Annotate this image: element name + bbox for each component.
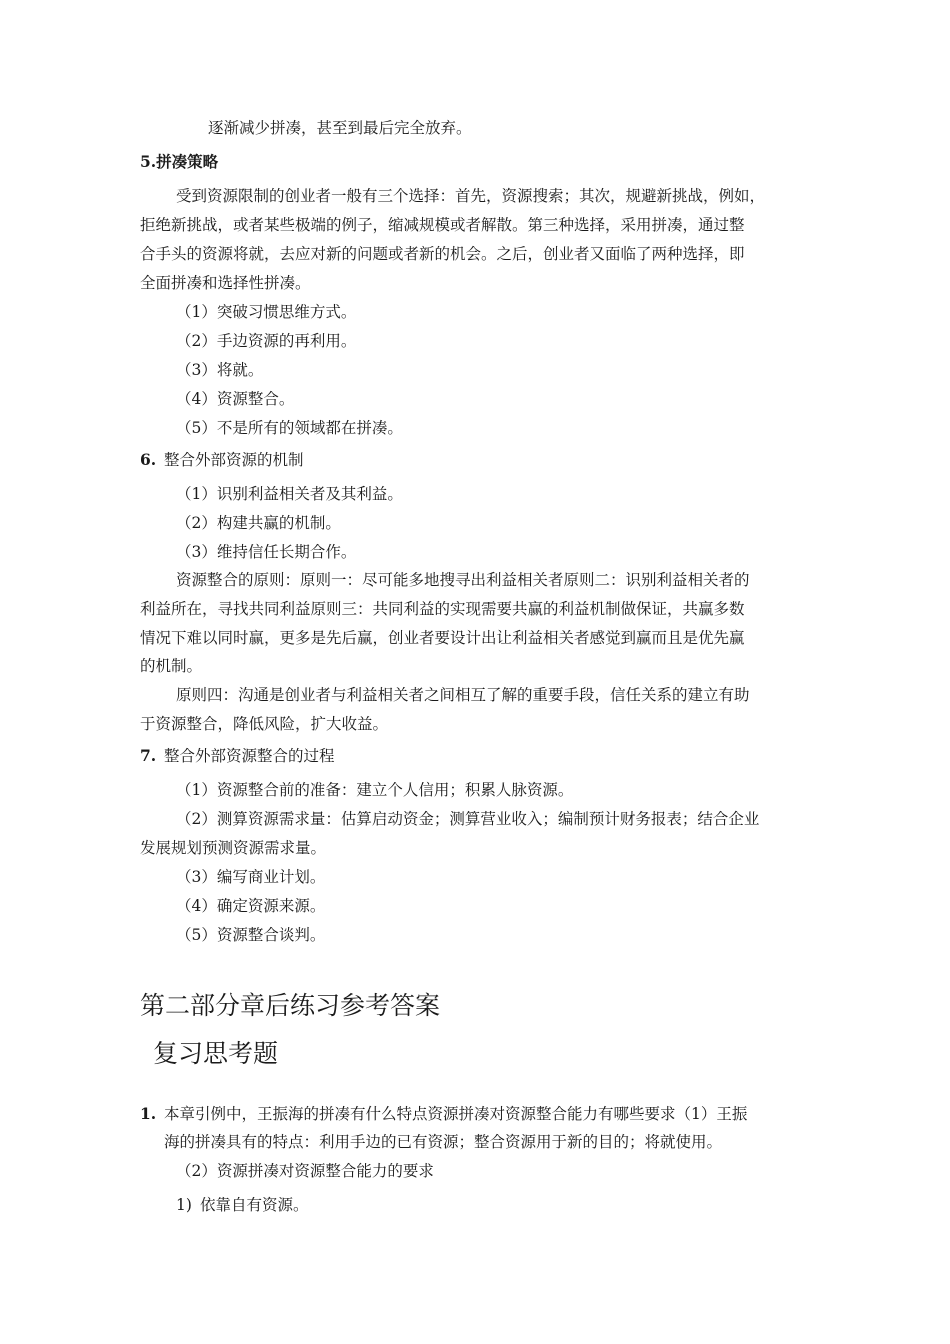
part-title: 第二部分章后练习参考答案 <box>140 991 441 1020</box>
list-item: （2）测算资源需求量：估算启动资金；测算营业收入；编制预计财务报表；结合企业 <box>176 810 760 828</box>
section-heading-7 <box>140 745 335 767</box>
paragraph-line: 拒绝新挑战，或者某些极端的例子，缩减规模或者解散。第三种选择，采用拼凑，通过整 <box>140 216 745 234</box>
question-text-continuation: 海的拼凑具有的特点：利用手边的已有资源；整合资源用于新的目的；将就使用。 <box>164 1133 723 1151</box>
paragraph-line: 合手头的资源将就，去应对新的问题或者新的机会。之后，创业者又面临了两种选择，即 <box>140 245 745 263</box>
question-number: 1. <box>140 1104 157 1123</box>
list-item: （3）编写商业计划。 <box>176 868 326 886</box>
text-line: 逐渐减少拼凑，甚至到最后完全放弃。 <box>208 119 472 137</box>
list-item: （1）突破习惯思维方式。 <box>176 303 357 321</box>
paragraph-line: 资源整合的原则：原则一：尽可能多地搜寻出利益相关者原则二：识别利益相关者的 <box>176 571 750 589</box>
sub-item-number: 1) <box>176 1196 192 1214</box>
section-heading-5: 5.拼凑策略 <box>140 152 219 171</box>
section-number: 6. <box>140 450 157 469</box>
paragraph-line: 情况下难以同时赢，更多是先后赢，创业者要设计出让利益相关者感觉到赢而且是优先赢 <box>140 629 745 647</box>
list-item: （1）识别利益相关者及其利益。 <box>176 485 403 503</box>
list-item: （2）手边资源的再利用。 <box>176 332 357 350</box>
list-item: （2）资源拼凑对资源整合能力的要求 <box>176 1162 434 1180</box>
question-1 <box>140 1103 747 1125</box>
section-title: 整合外部资源整合的过程 <box>164 747 335 765</box>
list-item: （5）不是所有的领域都在拼凑。 <box>176 419 403 437</box>
sub-list-item <box>176 1194 309 1216</box>
list-item: （1）资源整合前的准备：建立个人信用；积累人脉资源。 <box>176 781 574 799</box>
list-item-continuation: 发展规划预测资源需求量。 <box>140 839 327 857</box>
sub-item-text: 依靠自有资源。 <box>200 1196 309 1214</box>
list-item: （4）确定资源来源。 <box>176 897 326 915</box>
section-title: 复习思考题 <box>153 1039 279 1068</box>
list-item: （2）构建共赢的机制。 <box>176 514 341 532</box>
paragraph-line: 受到资源限制的创业者一般有三个选择：首先，资源搜索；其次，规避新挑战，例如， <box>176 187 766 205</box>
section-title: 整合外部资源的机制 <box>164 451 304 469</box>
paragraph-line: 于资源整合，降低风险，扩大收益。 <box>140 715 389 733</box>
question-text: 本章引例中，王振海的拼凑有什么特点资源拼凑对资源整合能力有哪些要求（1）王振 <box>164 1105 748 1123</box>
section-heading-6 <box>140 449 304 471</box>
section-number: 7. <box>140 746 157 765</box>
paragraph-line: 利益所在，寻找共同利益原则三：共同利益的实现需要共赢的利益机制做保证，共赢多数 <box>140 600 745 618</box>
list-item: （3）将就。 <box>176 361 264 379</box>
paragraph-line: 原则四：沟通是创业者与利益相关者之间相互了解的重要手段，信任关系的建立有助 <box>176 686 750 704</box>
paragraph-line: 全面拼凑和选择性拼凑。 <box>140 274 311 292</box>
list-item: （4）资源整合。 <box>176 390 295 408</box>
list-item: （3）维持信任长期合作。 <box>176 543 357 561</box>
paragraph-line: 的机制。 <box>140 657 203 675</box>
list-item: （5）资源整合谈判。 <box>176 926 326 944</box>
